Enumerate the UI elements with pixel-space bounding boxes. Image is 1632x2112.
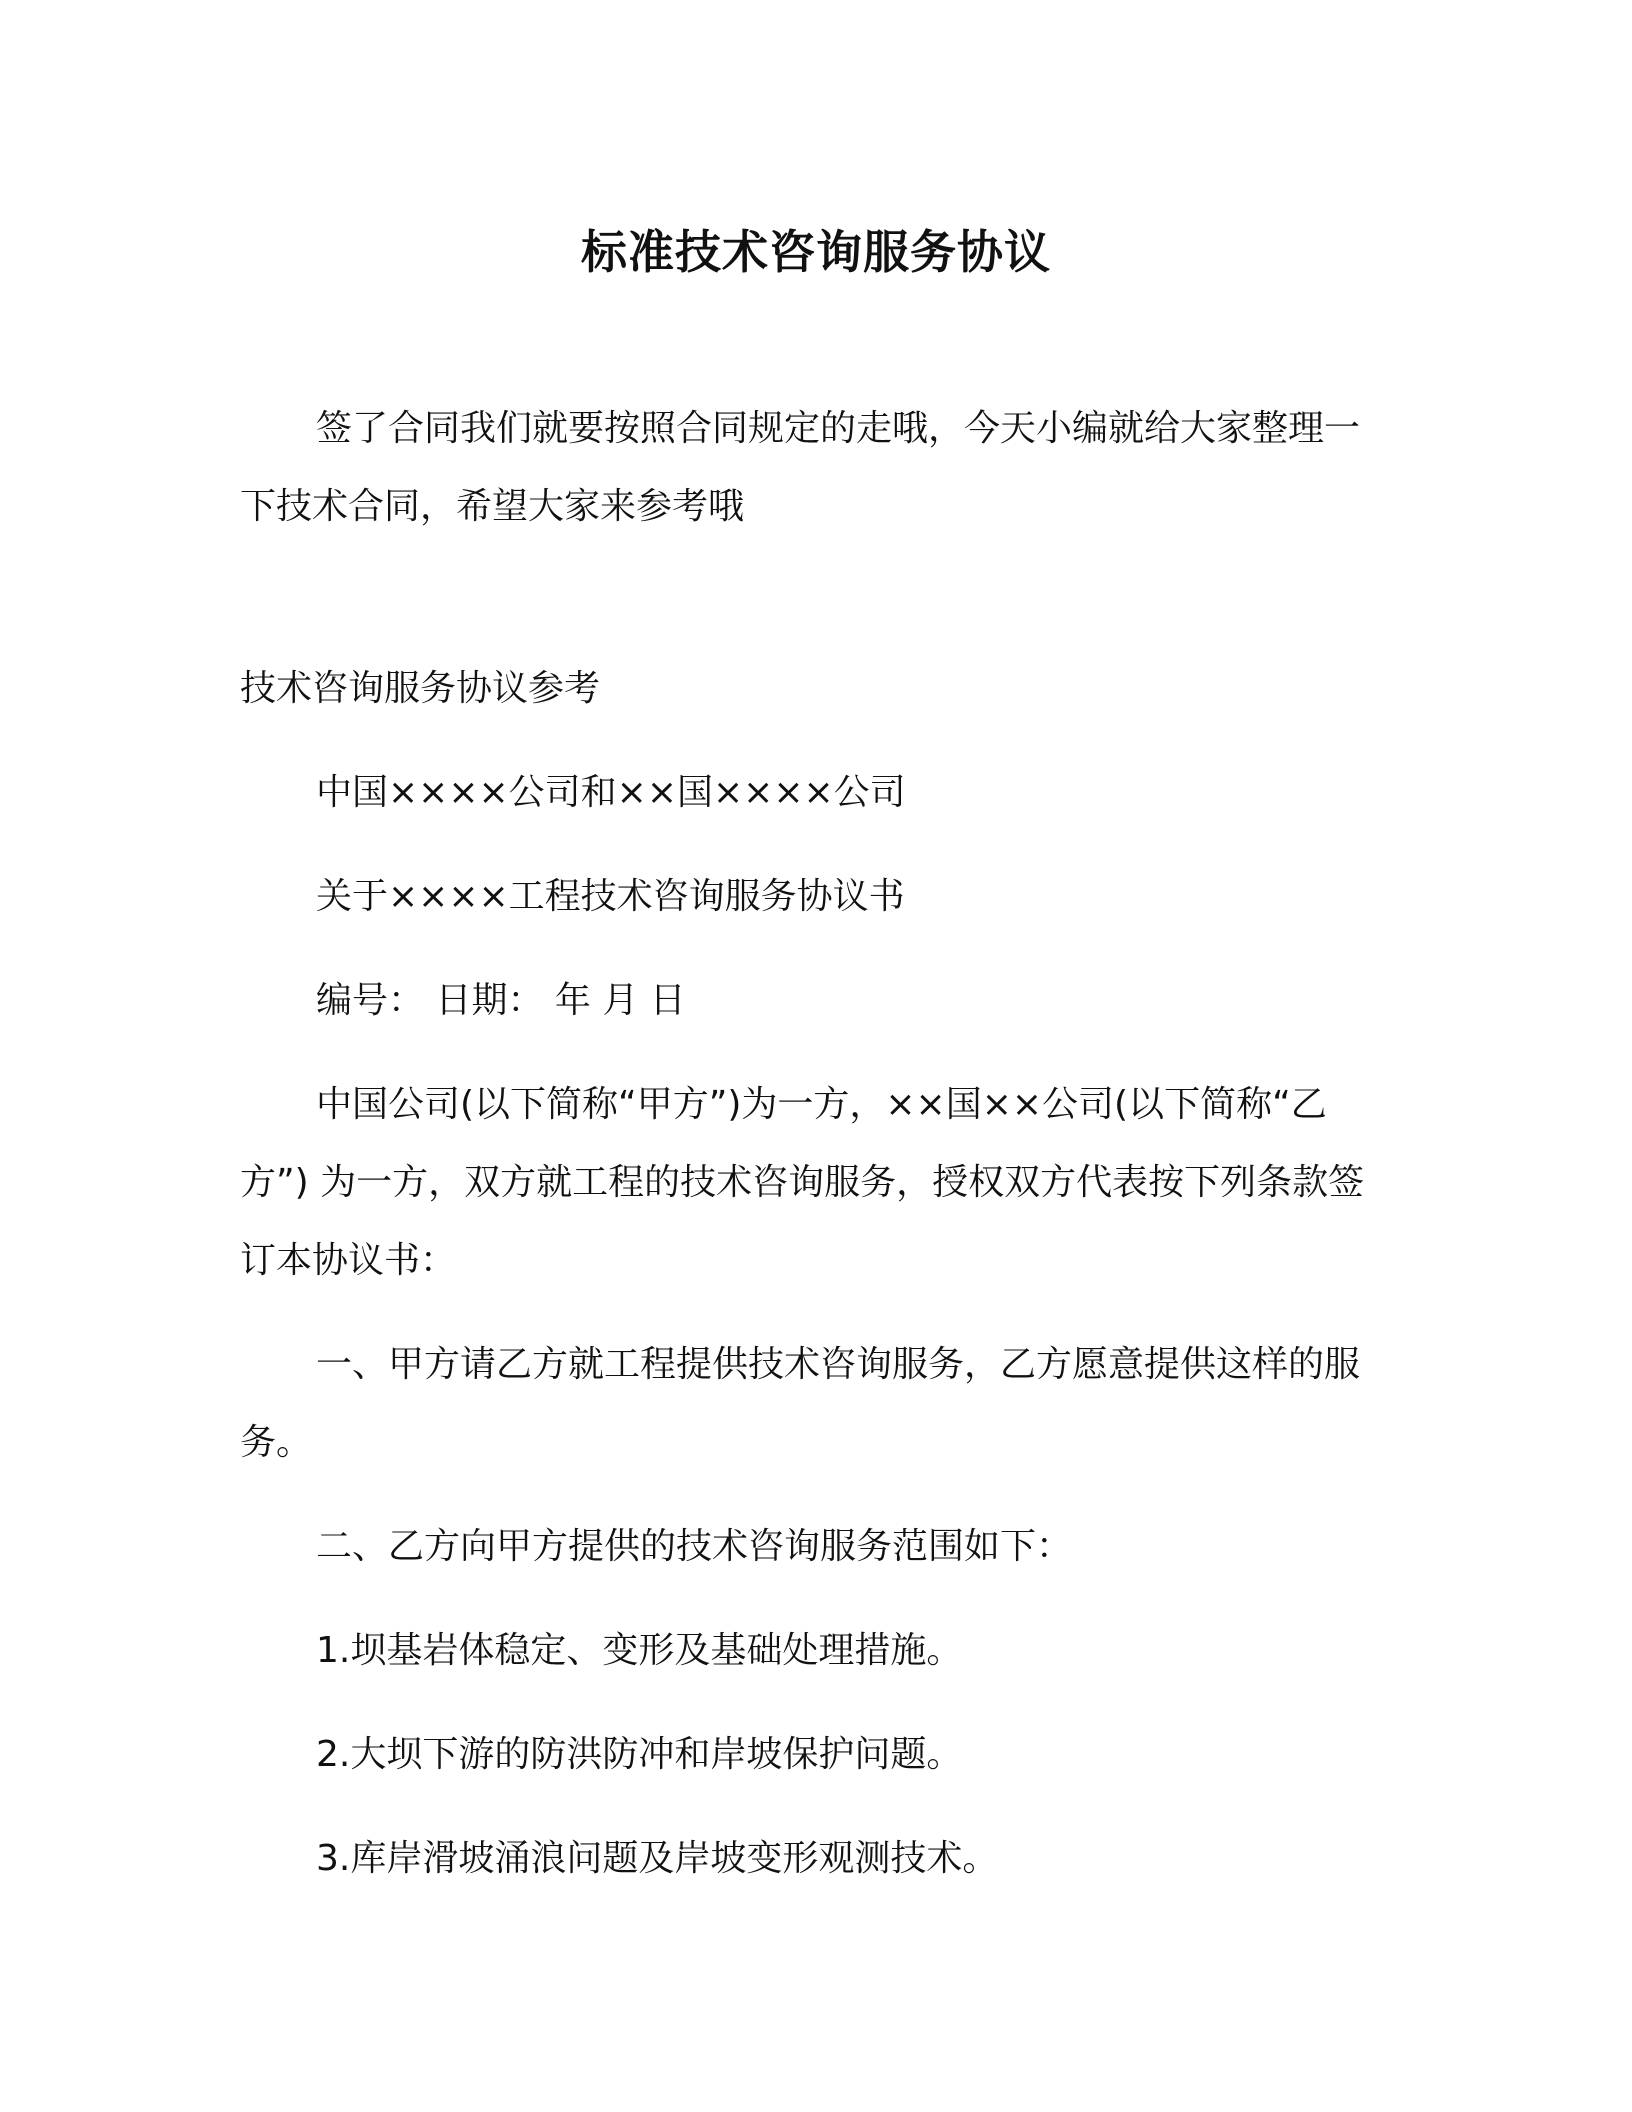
clause-2: 二、乙方向甲方提供的技术咨询服务范围如下： [316,1526,1073,1567]
scope-item-2: 2.大坝下游的防洪防冲和岸坡保护问题。 [316,1734,963,1775]
intro-paragraph: 签了合同我们就要按照合同规定的走哦，今天小编就给大家整理一下技术合同，希望大家来参考哦 [240,408,1361,527]
parties-line: 中国××××公司和××国××××公司 [316,772,906,813]
clause-1: 一、甲方请乙方就工程提供技术咨询服务，乙方愿意提供这样的服务。 [240,1344,1361,1463]
number-date-line: 编号： 日期： 年 月 日 [316,980,686,1021]
document-body [240,390,1390,1898]
preamble-paragraph: 中国公司(以下简称“甲方”)为一方，××国××公司(以下简称“乙方”) 为一方，双方就工程的技术咨询服务，授权双方代表按下列条款签订本协议书： [240,1084,1365,1281]
document-title: 标准技术咨询服务协议 [581,225,1051,279]
scope-item-1: 1.坝基岩体稳定、变形及基础处理措施。 [316,1630,963,1671]
scope-item-3: 3.库岸滑坡涌浪问题及岸坡变形观测技术。 [316,1838,999,1879]
agreement-subject: 关于××××工程技术咨询服务协议书 [316,876,905,917]
reference-heading: 技术咨询服务协议参考 [240,668,601,709]
